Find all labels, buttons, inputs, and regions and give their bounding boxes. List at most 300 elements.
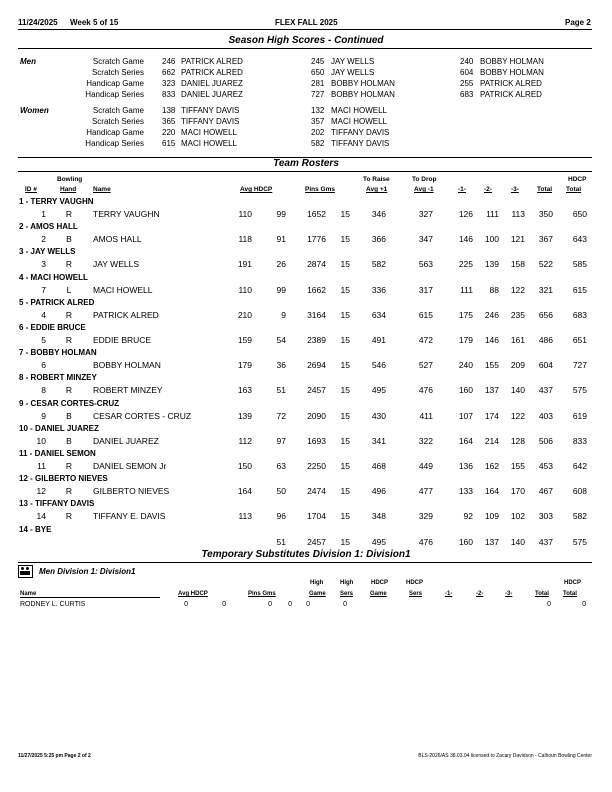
roster-total: 321: [538, 284, 553, 295]
season-high-divider: [18, 48, 592, 49]
subs-title: Temporary Substitutes Division 1: Division1: [201, 549, 411, 560]
roster-hand: R: [65, 335, 73, 345]
roster-name: TIFFANY E. DAVIS: [93, 511, 166, 522]
roster-hdcp: 54: [276, 335, 286, 345]
roster-g2: 162: [484, 461, 499, 471]
roster-gms: 15: [340, 234, 350, 245]
roster-drop: 476: [418, 536, 433, 547]
roster-name: AMOS HALL: [93, 234, 142, 245]
season-high-group-label: Women: [20, 106, 49, 115]
col-to-raise-top: To Raise: [363, 176, 390, 183]
sub-total: 0: [547, 601, 551, 608]
roster-htotal: 650: [572, 209, 587, 219]
roster-htotal: 833: [572, 435, 587, 446]
roster-drop: 327: [418, 209, 433, 219]
season-high-score-1: 365: [162, 117, 176, 126]
rosters-title-divider: [18, 171, 592, 172]
roster-hdcp: 36: [276, 360, 286, 371]
roster-g2: 109: [484, 511, 499, 522]
roster-id: 3: [41, 259, 46, 270]
roster-avg: 110: [238, 284, 252, 295]
roster-hand: R: [65, 461, 73, 471]
team-name: 2 - AMOS HALL: [19, 222, 78, 232]
roster-pins: 2250: [307, 461, 326, 471]
roster-pins: 2389: [307, 335, 326, 345]
roster-raise: 341: [371, 435, 386, 446]
season-high-score-1: 138: [162, 106, 176, 115]
team-name: 4 - MACI HOWELL: [19, 272, 88, 282]
roster-htotal: 643: [572, 234, 587, 245]
footer-license: BLS-2026/AS 38.03.04 licensed to Zacary Davidson - Calhoun Bowling Center: [418, 753, 592, 759]
roster-g2: 174: [484, 410, 499, 421]
roster-g2: 139: [484, 259, 499, 270]
season-high-score-1: 246: [162, 57, 176, 66]
season-high-category: Handicap Series: [85, 139, 144, 148]
footer-timestamp: 11/27/2025 5:25 pm Page 2 of 2: [18, 753, 91, 759]
season-high-name-2: TIFFANY DAVIS: [331, 139, 390, 148]
roster-hdcp: 72: [276, 410, 286, 421]
roster-g1: 160: [458, 536, 473, 547]
roster-raise: 546: [371, 360, 386, 371]
col-g3: -3-: [511, 186, 519, 193]
roster-g2: 155: [484, 360, 499, 371]
roster-pins: 2457: [307, 385, 326, 396]
roster-name: MACI HOWELL: [93, 284, 153, 295]
roster-gms: 15: [340, 536, 350, 547]
roster-avg: 113: [238, 511, 252, 522]
roster-drop: 317: [418, 284, 433, 295]
roster-avg: 118: [238, 234, 252, 245]
roster-g3: 128: [510, 435, 525, 446]
roster-htotal: 608: [572, 486, 587, 497]
roster-gms: 15: [340, 335, 350, 345]
roster-g2: 164: [484, 486, 499, 497]
roster-id: 7: [41, 284, 46, 295]
roster-hdcp: 99: [276, 209, 286, 219]
roster-name: ROBERT MINZEY: [93, 385, 163, 396]
subs-col-high-sers: Sers: [340, 591, 354, 597]
roster-gms: 15: [340, 511, 350, 522]
season-high-name-3: BOBBY HOLMAN: [480, 68, 544, 77]
roster-drop: 563: [418, 259, 433, 270]
roster-avg: 139: [237, 410, 252, 421]
season-high-score-2: 132: [311, 106, 325, 115]
roster-g2: 214: [484, 435, 499, 446]
report-week: Week 5 of 15: [70, 18, 119, 27]
sub-avg: 0: [184, 601, 188, 608]
season-high-name-1: TIFFANY DAVIS: [181, 106, 240, 115]
roster-htotal: 651: [572, 335, 587, 345]
roster-hdcp: 50: [276, 486, 286, 497]
roster-raise: 495: [371, 385, 386, 396]
roster-pins: 2090: [307, 410, 326, 421]
roster-raise: 468: [371, 461, 386, 471]
roster-gms: 15: [340, 461, 350, 471]
roster-g3: 161: [510, 335, 525, 345]
roster-g3: 140: [510, 536, 525, 547]
roster-id: 11: [37, 461, 46, 471]
team-name: 11 - DANIEL SEMON: [19, 449, 96, 458]
roster-id: 5: [41, 335, 46, 345]
season-high-name-1: TIFFANY DAVIS: [181, 117, 240, 126]
sub-hdcp: 0: [222, 601, 226, 608]
col-hdcp-top: HDCP: [568, 176, 587, 183]
team-name: 7 - BOBBY HOLMAN: [19, 348, 97, 358]
col-hand: Hand: [60, 186, 77, 193]
roster-pins: 1652: [307, 209, 326, 219]
team-name: 6 - EDDIE BRUCE: [19, 323, 86, 332]
season-high-score-2: 650: [311, 68, 325, 77]
roster-raise: 634: [371, 309, 386, 320]
roster-gms: 15: [340, 284, 350, 295]
sub-high-sers: 0: [343, 601, 347, 608]
roster-id: 8: [41, 385, 46, 396]
roster-name: GILBERTO NIEVES: [93, 486, 170, 497]
roster-raise: 496: [371, 486, 386, 497]
roster-g1: 107: [458, 410, 473, 421]
roster-g1: 160: [458, 385, 473, 396]
roster-gms: 15: [340, 385, 350, 396]
roster-name: PATRICK ALRED: [93, 309, 159, 320]
team-name: 13 - TIFFANY DAVIS: [19, 499, 95, 509]
season-high-score-3: 604: [460, 68, 474, 77]
roster-total: 522: [538, 259, 553, 270]
season-high-name-1: DANIEL JUAREZ: [181, 79, 243, 88]
subs-col-pins-gms: Pins Gms: [248, 591, 276, 597]
subs-col-hdcp-sers: Sers: [409, 591, 423, 597]
roster-total: 656: [538, 309, 553, 320]
team-name: 12 - GILBERTO NIEVES: [19, 474, 108, 484]
roster-htotal: 575: [572, 385, 587, 396]
subs-col-hdcp2-top: HDCP: [406, 580, 424, 586]
roster-htotal: 582: [572, 511, 587, 522]
season-high-title: Season High Scores - Continued: [228, 35, 384, 46]
season-high-score-2: 245: [311, 57, 325, 66]
roster-htotal: 619: [572, 410, 587, 421]
season-high-score-2: 281: [311, 79, 325, 88]
roster-g3: 113: [511, 209, 525, 219]
season-high-name-1: PATRICK ALRED: [181, 57, 243, 66]
roster-hdcp: 26: [276, 259, 286, 270]
sub-pins: 0: [268, 601, 272, 608]
roster-id: 14: [36, 511, 46, 522]
sub-name: RODNEY L. CURTIS: [20, 601, 86, 608]
team-name: 1 - TERRY VAUGHN: [19, 197, 94, 206]
season-high-name-2: BOBBY HOLMAN: [331, 90, 395, 99]
subs-col-hdcp-top: HDCP: [371, 580, 389, 586]
roster-hdcp: 99: [276, 284, 286, 295]
roster-hand: B: [66, 435, 72, 446]
roster-pins: 2874: [307, 259, 326, 270]
roster-total: 403: [538, 410, 553, 421]
roster-raise: 348: [371, 511, 386, 522]
roster-raise: 366: [371, 234, 386, 245]
roster-hdcp: 9: [281, 309, 286, 320]
roster-hand: R: [65, 511, 73, 522]
roster-gms: 15: [340, 486, 350, 497]
roster-avg: 112: [238, 435, 252, 446]
roster-g3: 170: [510, 486, 525, 497]
roster-g1: 136: [458, 461, 473, 471]
roster-hdcp: 97: [276, 435, 286, 446]
roster-g2: 137: [484, 536, 499, 547]
roster-drop: 615: [418, 309, 433, 320]
roster-hdcp: 51: [276, 385, 286, 396]
sub-gms: 0: [288, 601, 292, 608]
roster-id: 12: [36, 486, 46, 497]
subs-col-hdcp-total: Total: [563, 591, 577, 597]
roster-name: TERRY VAUGHN: [93, 209, 160, 219]
roster-pins: 1693: [307, 435, 326, 446]
season-high-name-2: JAY WELLS: [331, 68, 375, 77]
subs-col-total: Total: [535, 591, 549, 597]
roster-g3: 235: [510, 309, 525, 320]
roster-g1: 133: [458, 486, 473, 497]
season-high-category: Handicap Series: [85, 90, 144, 99]
subs-col-g2: -2-: [476, 591, 484, 597]
col-to-drop: Avg -1: [414, 186, 434, 193]
roster-name: BOBBY HOLMAN: [93, 360, 161, 371]
col-name: Name: [93, 186, 111, 193]
subs-col-g3: -3-: [505, 591, 513, 597]
roster-drop: 449: [418, 461, 433, 471]
roster-g1: 164: [458, 435, 473, 446]
season-high-name-1: MACI HOWELL: [181, 128, 238, 137]
season-high-category: Scratch Series: [91, 68, 144, 77]
team-name: 5 - PATRICK ALRED: [19, 297, 95, 307]
header-divider: [18, 29, 592, 30]
season-high-score-2: 202: [311, 128, 325, 137]
roster-g1: 146: [458, 234, 473, 245]
season-high-category: Handicap Game: [86, 128, 144, 137]
roster-g2: 246: [484, 309, 499, 320]
roster-g1: 225: [458, 259, 473, 270]
sub-high-game: 0: [306, 601, 310, 608]
roster-g3: 209: [510, 360, 525, 371]
roster-name: CESAR CORTES - CRUZ: [93, 410, 192, 421]
roster-drop: 476: [418, 385, 433, 396]
roster-pins: 2694: [307, 360, 326, 371]
season-high-name-1: PATRICK ALRED: [181, 68, 243, 77]
subs-col-name: Name: [20, 591, 160, 598]
roster-drop: 329: [418, 511, 433, 522]
roster-avg: 191: [237, 259, 252, 270]
season-high-category: Handicap Game: [86, 79, 144, 88]
roster-id: 9: [41, 410, 46, 421]
roster-g2: 88: [489, 284, 499, 295]
team-name: 14 - BYE: [19, 524, 52, 534]
roster-g3: 102: [510, 511, 525, 522]
season-high-name-3: BOBBY HOLMAN: [480, 57, 544, 66]
season-high-name-2: MACI HOWELL: [331, 106, 388, 115]
roster-avg: 159: [237, 335, 252, 345]
season-high-category: Scratch Game: [92, 57, 144, 66]
season-high-score-3: 255: [460, 79, 474, 88]
roster-gms: 15: [340, 309, 350, 320]
col-total: Total: [537, 186, 553, 193]
roster-name: DANIEL SEMON Jr: [93, 461, 167, 471]
season-high-category: Scratch Game: [92, 106, 144, 115]
roster-total: 506: [538, 435, 553, 446]
subs-col-hdcp3-top: HDCP: [564, 580, 582, 586]
roster-drop: 322: [418, 435, 433, 446]
roster-pins: 1776: [307, 234, 326, 245]
col-g2: -2-: [484, 186, 492, 193]
season-high-score-2: 582: [311, 139, 325, 148]
roster-g1: 175: [458, 309, 473, 320]
roster-g2: 100: [484, 234, 499, 245]
roster-g2: 146: [484, 335, 499, 345]
roster-g3: 121: [510, 234, 525, 245]
season-high-score-1: 220: [162, 128, 176, 137]
roster-raise: 430: [371, 410, 386, 421]
team-name: 8 - ROBERT MINZEY: [19, 373, 97, 383]
roster-pins: 2474: [307, 486, 326, 497]
roster-raise: 495: [371, 536, 386, 547]
roster-g1: 179: [458, 335, 473, 345]
season-high-name-1: DANIEL JUAREZ: [181, 90, 243, 99]
col-id: ID #: [25, 186, 37, 193]
roster-drop: 477: [418, 486, 433, 497]
season-high-name-2: TIFFANY DAVIS: [331, 128, 390, 137]
subs-col-avg-hdcp: Avg HDCP: [178, 591, 208, 597]
team-name: 9 - CESAR CORTES-CRUZ: [19, 398, 120, 408]
col-avg-hdcp: Avg HDCP: [240, 186, 273, 193]
season-high-score-2: 357: [311, 117, 325, 126]
subs-col-high-top: High: [310, 580, 324, 586]
roster-id: 6: [41, 360, 46, 371]
season-high-score-3: 683: [460, 90, 474, 99]
roster-avg: 164: [237, 486, 252, 497]
roster-htotal: 642: [572, 461, 587, 471]
roster-g3: 155: [510, 461, 525, 471]
roster-g3: 122: [510, 410, 525, 421]
team-name: 3 - JAY WELLS: [19, 247, 76, 257]
roster-total: 437: [538, 536, 553, 547]
roster-hdcp: 63: [276, 461, 286, 471]
season-high-group-label: Men: [20, 57, 36, 66]
col-g1: -1-: [458, 186, 466, 193]
roster-gms: 15: [340, 209, 350, 219]
page-number: Page 2: [565, 18, 591, 27]
subs-col-hdcp-game: Game: [370, 591, 387, 597]
season-high-name-3: PATRICK ALRED: [480, 90, 542, 99]
roster-drop: 472: [418, 335, 433, 345]
roster-hand: R: [65, 385, 73, 396]
sub-hdcp-total: 0: [582, 601, 586, 608]
roster-g3: 122: [510, 284, 525, 295]
roster-g2: 137: [484, 385, 499, 396]
season-high-name-1: MACI HOWELL: [181, 139, 238, 148]
roster-avg: 163: [237, 385, 252, 396]
roster-total: 486: [538, 335, 553, 345]
roster-drop: 527: [418, 360, 433, 371]
roster-hand: R: [65, 309, 73, 320]
roster-name: DANIEL JUAREZ: [93, 435, 159, 446]
roster-raise: 346: [371, 209, 386, 219]
roster-name: EDDIE BRUCE: [93, 335, 152, 345]
roster-id: 2: [41, 234, 46, 245]
season-high-score-1: 615: [162, 139, 176, 148]
roster-g1: 126: [458, 209, 473, 219]
roster-hand: R: [65, 486, 73, 497]
season-high-score-2: 727: [311, 90, 325, 99]
roster-hand: R: [65, 259, 73, 270]
roster-avg: 110: [238, 209, 252, 219]
col-pins-gms: Pins Gms: [305, 186, 335, 193]
roster-total: 467: [538, 486, 553, 497]
roster-id: 10: [36, 435, 46, 446]
roster-name: JAY WELLS: [93, 259, 139, 270]
roster-hdcp: 96: [276, 511, 286, 522]
roster-avg: 150: [237, 461, 252, 471]
subs-col-high-game: Game: [309, 591, 326, 597]
roster-htotal: 727: [572, 360, 587, 371]
season-high-name-2: JAY WELLS: [331, 57, 375, 66]
roster-avg: 210: [237, 309, 252, 320]
roster-hand: L: [66, 284, 72, 295]
roster-hdcp: 91: [276, 234, 286, 245]
roster-total: 604: [538, 360, 553, 371]
roster-id: 4: [41, 309, 46, 320]
roster-hdcp: 51: [276, 536, 286, 547]
roster-hand: R: [65, 209, 73, 219]
col-to-drop-top: To Drop: [412, 176, 437, 183]
roster-raise: 582: [371, 259, 386, 270]
roster-hand: B: [66, 234, 72, 245]
roster-g1: 111: [460, 284, 473, 295]
season-high-score-1: 833: [162, 90, 176, 99]
roster-raise: 491: [371, 335, 386, 345]
roster-hand: B: [66, 410, 72, 421]
roster-g3: 158: [510, 259, 525, 270]
col-hdcp-total: Total: [566, 186, 582, 193]
season-high-name-3: PATRICK ALRED: [480, 79, 542, 88]
roster-g1: 92: [463, 511, 473, 522]
roster-htotal: 575: [572, 536, 587, 547]
col-bowling: Bowling: [57, 176, 83, 183]
season-high-score-1: 323: [162, 79, 176, 88]
roster-drop: 411: [419, 410, 433, 421]
roster-total: 437: [538, 385, 553, 396]
roster-g3: 140: [510, 385, 525, 396]
league-name: FLEX FALL 2025: [275, 18, 338, 27]
roster-g2: 111: [486, 209, 499, 219]
season-high-score-1: 662: [162, 68, 176, 77]
report-date: 11/24/2025: [18, 18, 58, 27]
season-high-name-2: MACI HOWELL: [331, 117, 388, 126]
roster-g1: 240: [458, 360, 473, 371]
roster-pins: 2457: [307, 536, 326, 547]
roster-avg: 179: [237, 360, 252, 371]
subs-col-high2-top: High: [340, 580, 354, 586]
season-high-name-2: BOBBY HOLMAN: [331, 79, 395, 88]
roster-pins: 3164: [307, 309, 326, 320]
subs-divider: [18, 562, 592, 563]
roster-gms: 15: [340, 259, 350, 270]
subs-group: Men Division 1: Division1: [39, 567, 136, 576]
roster-htotal: 683: [572, 309, 587, 320]
season-high-score-3: 240: [460, 57, 474, 66]
roster-total: 453: [538, 461, 553, 471]
roster-gms: 15: [340, 360, 350, 371]
subs-col-g1: -1-: [445, 591, 453, 597]
roster-pins: 1704: [307, 511, 326, 522]
roster-total: 303: [538, 511, 553, 522]
roster-gms: 15: [340, 410, 350, 421]
roster-htotal: 585: [572, 259, 587, 270]
roster-drop: 347: [418, 234, 433, 245]
